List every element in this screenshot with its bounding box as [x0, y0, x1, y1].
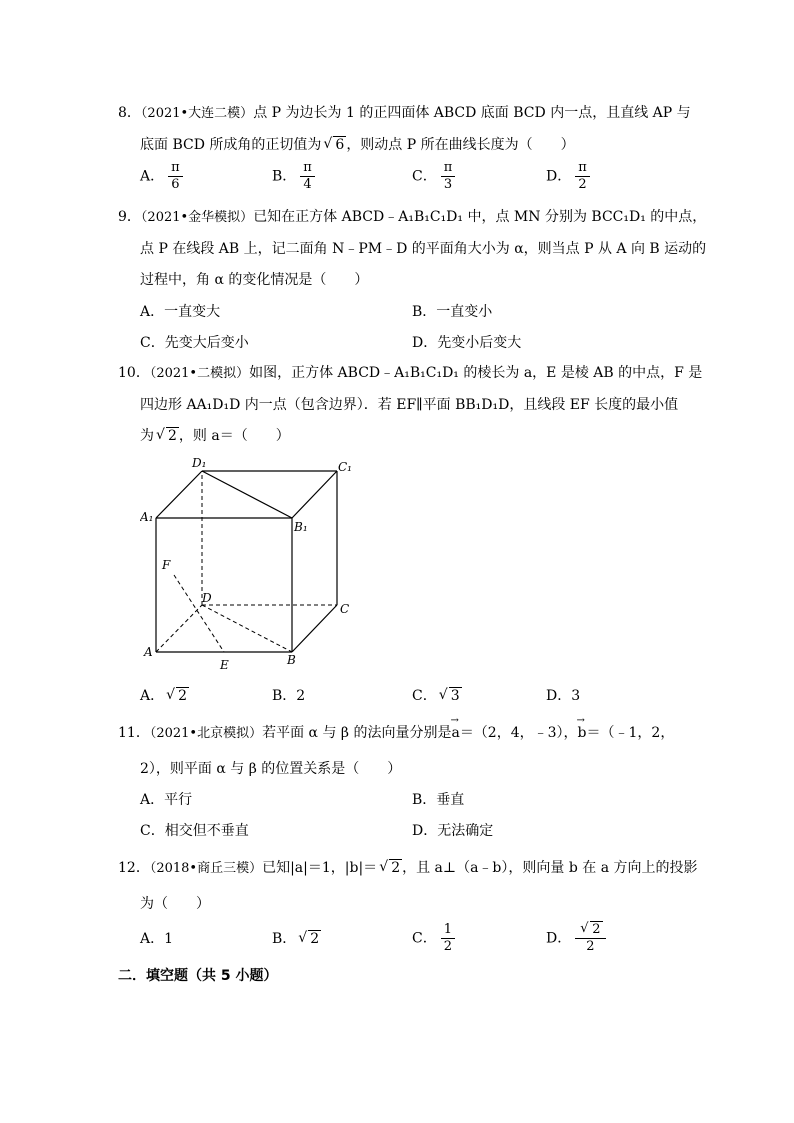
- question-text: ＝（2，4，﹣3），: [459, 725, 578, 741]
- question-number: 10．: [118, 365, 150, 381]
- fraction: [168, 160, 183, 193]
- question-text: 为: [140, 428, 154, 444]
- question-text: 过程中，角 α 的变化情况是（ ）: [140, 272, 369, 288]
- question-text: ，且 a⊥（a﹣b），则向量 b 在 a 方向上的投影: [402, 860, 698, 876]
- hidden-segment-d-b: [202, 605, 292, 652]
- numerator: π: [441, 160, 456, 177]
- radicand: 2: [592, 922, 601, 937]
- option-label: D．: [546, 688, 572, 704]
- option-label: D．: [546, 168, 572, 185]
- edge-b-c: [292, 605, 337, 652]
- question-text: 2），则平面 α 与 β 的位置关系是（ ）: [140, 761, 402, 777]
- sqrt-expression: [440, 688, 462, 704]
- option-d[interactable]: [546, 685, 580, 705]
- option-b[interactable]: B．垂直: [412, 792, 465, 808]
- sqrt-expression: [167, 688, 189, 704]
- sqrt-expression: [581, 922, 602, 938]
- option-a[interactable]: [140, 928, 173, 948]
- question-12: [118, 858, 698, 879]
- question-text: 如图，正方体 ABCD﹣A₁B₁C₁D₁ 的棱长为 a，E 是棱 AB 的中点，F 是: [249, 365, 703, 381]
- option-d[interactable]: D．先变小后变大: [412, 335, 522, 351]
- option-label: A．: [140, 168, 165, 185]
- sqrt-expression: [157, 428, 179, 444]
- denominator: 6: [171, 177, 180, 192]
- denominator: 2: [443, 939, 452, 954]
- question-source: （2018•商丘三模）: [149, 861, 263, 876]
- question-source: （2021•北京模拟）: [149, 726, 263, 741]
- numerator: π: [575, 160, 590, 177]
- option-b[interactable]: [272, 685, 305, 705]
- option-c[interactable]: C．相交但不垂直: [140, 823, 249, 839]
- fraction: [575, 922, 605, 955]
- option-label: C．: [412, 168, 437, 185]
- question-text: 为（ ）: [140, 896, 210, 912]
- option-label: C．: [412, 930, 437, 947]
- radicand: 2: [178, 688, 188, 704]
- question-text: ＝（﹣1，2，: [586, 725, 675, 741]
- label-d: D: [202, 591, 212, 605]
- radicand: 2: [391, 860, 401, 876]
- sqrt-expression: [299, 931, 321, 947]
- numerator: [575, 922, 605, 939]
- option-label: A．: [140, 931, 165, 947]
- label-f: F: [162, 558, 171, 572]
- option-b[interactable]: [272, 160, 315, 193]
- option-value: 2: [296, 688, 306, 704]
- fraction: [300, 160, 315, 193]
- label-b: B: [287, 653, 296, 667]
- option-label: A．: [140, 688, 165, 704]
- question-9: [118, 207, 707, 228]
- question-text: ，则动点 P 所在曲线长度为（ ）: [346, 137, 575, 153]
- option-a[interactable]: [140, 685, 189, 705]
- segment-d1-b1: [202, 471, 292, 518]
- fraction: [441, 922, 455, 955]
- denominator: 2: [586, 939, 595, 954]
- question-text: 底面 BCD 所成角的正切值为: [140, 137, 322, 153]
- label-c1: C₁: [338, 460, 352, 474]
- option-c[interactable]: [412, 922, 455, 955]
- question-number: 12．: [118, 860, 150, 876]
- option-d[interactable]: D．无法确定: [412, 823, 494, 839]
- hidden-edge-a-d: [156, 605, 202, 652]
- radicand: 2: [168, 428, 177, 444]
- question-text: 四边形 AA₁D₁D 内一点（包含边界）．若 EF∥平面 BB₁D₁D，且线段 EF 长度的最小值: [140, 397, 679, 413]
- option-d[interactable]: [546, 160, 590, 193]
- question-source: （2021•大连二模）: [140, 106, 254, 121]
- label-d1: D₁: [192, 456, 207, 470]
- question-text: 点 P 为边长为 1 的正四面体 ABCD 底面 BCD 内一点，且直线 AP 与: [253, 105, 691, 121]
- option-c[interactable]: [412, 160, 455, 193]
- cube-figure: [140, 455, 360, 675]
- option-value: 1: [164, 931, 174, 947]
- numerator: 1: [441, 922, 455, 939]
- question-text: 已知|a|＝1，|b|＝: [262, 860, 378, 876]
- option-b[interactable]: B．一直变小: [412, 304, 493, 320]
- option-label: B．: [272, 931, 297, 947]
- question-number: 9．: [118, 209, 141, 225]
- radicand: 2: [310, 931, 320, 947]
- option-value: 3: [571, 688, 581, 704]
- question-text: 已知在正方体 ABCD﹣A₁B₁C₁D₁ 中，点 MN 分别为 BCC₁D₁ 的中点，: [253, 209, 707, 225]
- option-label: B．: [272, 688, 297, 704]
- radicand: 3: [450, 688, 460, 704]
- label-b1: B₁: [294, 520, 308, 534]
- question-text: 点 P 在线段 AB 上，记二面角 N﹣PM﹣D 的平面角大小为 α，则当点 P 从 A 向 B 运动的: [140, 241, 707, 257]
- fraction: [441, 160, 456, 193]
- vector-b: → b: [578, 723, 587, 743]
- option-b[interactable]: [272, 928, 321, 948]
- denominator: 3: [443, 177, 453, 192]
- radicand: 6: [335, 137, 345, 153]
- option-a[interactable]: A．平行: [140, 792, 193, 808]
- question-text: ，则 a＝（ ）: [178, 428, 290, 444]
- numerator: π: [300, 160, 315, 177]
- label-e: E: [220, 658, 229, 672]
- sqrt-expression: [380, 858, 402, 878]
- option-a[interactable]: [140, 160, 183, 193]
- option-c[interactable]: [412, 685, 462, 705]
- fraction: [575, 160, 590, 193]
- label-a1: A₁: [140, 510, 154, 524]
- option-label: C．: [412, 688, 437, 704]
- option-d[interactable]: [546, 922, 606, 955]
- edge-a1-d1: [156, 471, 202, 518]
- numerator: π: [168, 160, 183, 177]
- question-8-line-2: [140, 134, 575, 154]
- question-source: （2021•二模拟）: [149, 366, 250, 381]
- question-text: 若平面 α 与 β 的法向量分别是: [262, 725, 452, 741]
- vector-a: → a: [451, 723, 459, 743]
- section-heading: 二．填空题（共 5 小题）: [118, 968, 278, 984]
- label-c: C: [340, 602, 350, 616]
- question-8: [118, 103, 691, 124]
- denominator: 2: [578, 177, 587, 192]
- option-label: B．: [272, 168, 297, 185]
- question-number: 8．: [118, 105, 141, 121]
- question-11: [118, 723, 678, 744]
- sqrt-expression: [324, 137, 346, 153]
- label-a: A: [144, 645, 153, 659]
- option-label: D．: [546, 930, 572, 947]
- question-number: 11．: [118, 725, 150, 741]
- question-10: [118, 363, 703, 384]
- hidden-segment-f-e: [174, 575, 224, 652]
- question-source: （2021•金华模拟）: [140, 210, 254, 225]
- question-10-line-3: [140, 425, 290, 445]
- option-c[interactable]: C．先变大后变小: [140, 335, 249, 351]
- option-a[interactable]: A．一直变大: [140, 304, 221, 320]
- edge-b1-c1: [292, 471, 337, 518]
- denominator: 4: [303, 177, 312, 192]
